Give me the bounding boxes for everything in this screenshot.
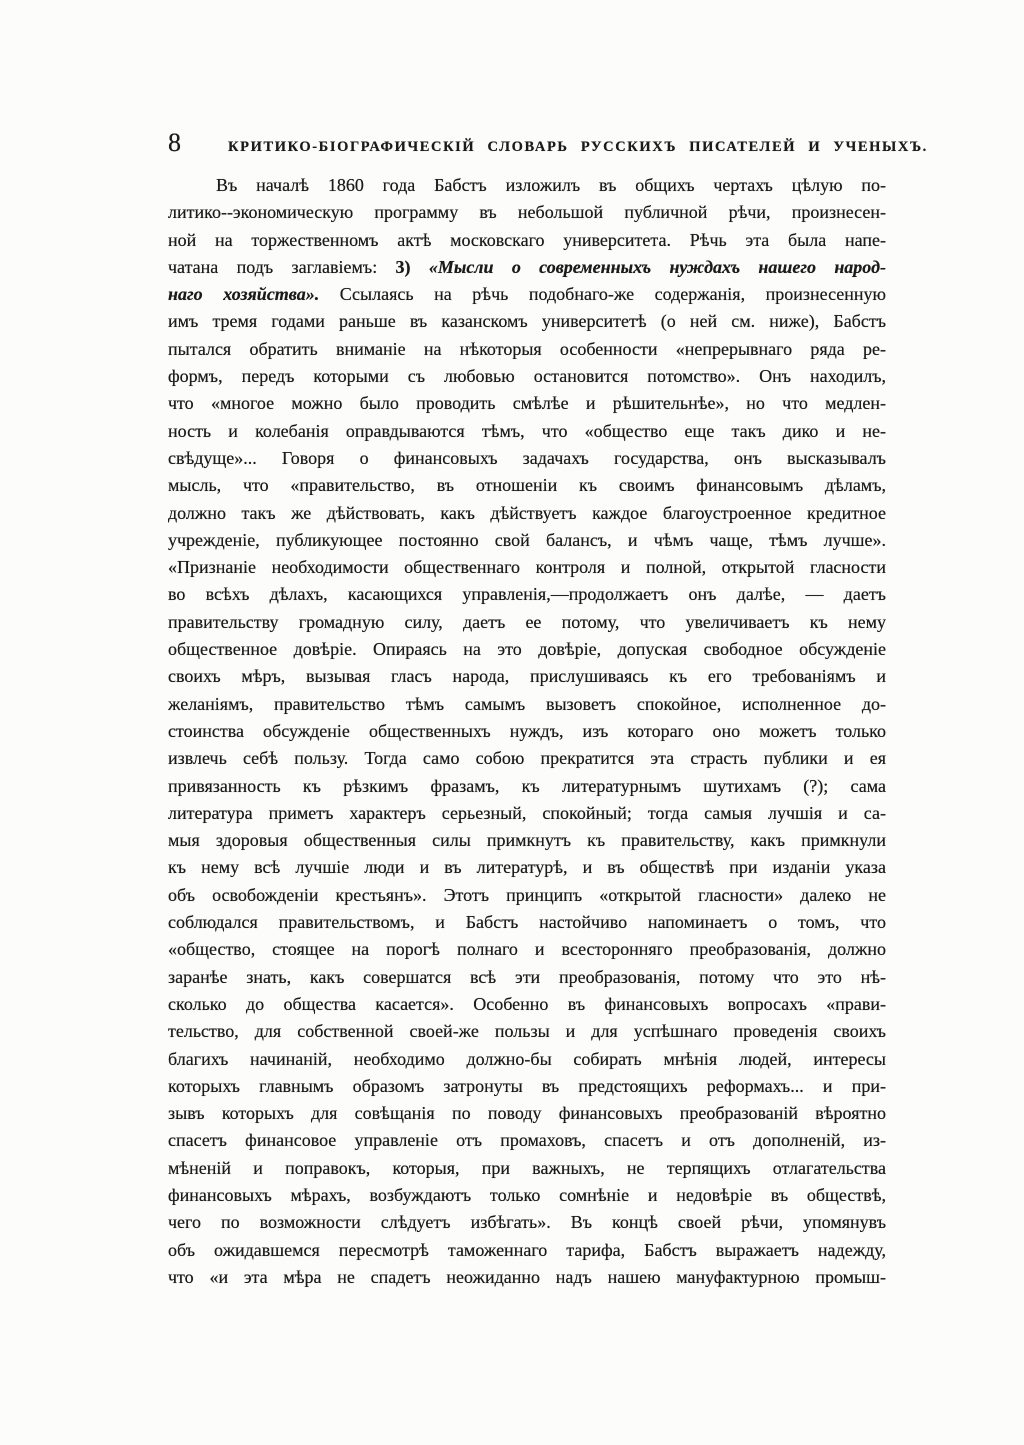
text-segment: общественное довѣріе. Опираясь на это довѣріе, допуская свободное обсужденіе <box>168 639 886 660</box>
text-line <box>168 1127 886 1154</box>
text-line <box>168 445 886 472</box>
text-line <box>168 800 886 827</box>
text-line <box>168 1100 886 1127</box>
text-segment: сколько до общества касается». Особенно въ финансовыхъ вопросахъ «прави- <box>168 993 886 1014</box>
page-number: 8 <box>168 128 181 157</box>
text-line <box>168 308 886 335</box>
text-segment: формъ, передъ которыми съ любовью остановится потомство». Онъ находилъ, <box>168 366 886 387</box>
text-segment: учрежденіе, публикующее постоянно свой балансъ, и чѣмъ чаще, тѣмъ лучше». <box>168 529 886 550</box>
text-segment: что «многое можно было проводить смѣлѣе и рѣшительнѣе», но что медлен- <box>168 393 886 414</box>
text-segment: тельство, для собственной своей-же пользы и для успѣшнаго проведенія своихъ <box>168 1021 886 1042</box>
text-segment: зывъ которыхъ для совѣщанія по поводу финансовыхъ преобразованій вѣроятно <box>168 1103 886 1124</box>
text-line <box>168 472 886 499</box>
text-line <box>168 663 886 690</box>
text-line <box>168 827 886 854</box>
emphasized-text-segment: наго хозяйства». <box>168 284 320 305</box>
text-segment: Въ началѣ 1860 года Бабстъ изложилъ въ общихъ чертахъ цѣлую по- <box>216 175 886 195</box>
text-segment: финансовыхъ мѣрахъ, возбуждаютъ только сомнѣніе и недовѣріе въ обществѣ, <box>168 1184 886 1205</box>
page-header <box>168 128 928 158</box>
text-line <box>168 1155 886 1182</box>
text-segment: во всѣхъ дѣлахъ, касающихся управленія,—продолжаетъ онъ далѣе, — даетъ <box>168 584 886 605</box>
text-line <box>168 1237 886 1264</box>
text-line <box>168 854 886 881</box>
text-line <box>168 773 886 800</box>
text-column <box>168 172 886 1291</box>
running-title: КРИТИКО-БІОГРАФИЧЕСКІЙ СЛОВАРЬ РУССКИХЪ ПИСАТЕЛЕЙ И УЧЕНЫХЪ. <box>228 139 928 155</box>
text-segment: должно такъ же дѣйствовать, какъ дѣйствуетъ каждое благоустроенное кредитное <box>168 502 886 523</box>
text-segment: мѣненій и поправокъ, которыя, при важныхъ, не терпящихъ отлагательства <box>168 1157 886 1178</box>
text-segment: къ нему всѣ лучшіе люди и въ литературѣ, и въ обществѣ при изданіи указа <box>168 857 886 878</box>
text-line <box>168 691 886 718</box>
text-line <box>168 554 886 581</box>
text-segment: пытался обратить вниманіе на нѣкоторыя особенности «непрерывнаго ряда ре- <box>168 338 886 359</box>
text-segment: ной на торжественномъ актѣ московскаго университета. Рѣчь эта была напе- <box>168 229 886 250</box>
text-segment: что «и эта мѣра не спадетъ неожиданно надъ нашею мануфактурною промыш- <box>168 1266 886 1287</box>
text-line <box>168 636 886 663</box>
text-segment: чего по возможности слѣдуетъ избѣгать». Въ концѣ своей рѣчи, упомянувъ <box>168 1212 886 1233</box>
text-segment: чатана подъ заглавіемъ: <box>168 256 396 277</box>
text-line <box>168 500 886 527</box>
text-line <box>168 964 886 991</box>
text-line <box>168 227 886 254</box>
emphasized-text-segment: «Мысли о современныхъ нуждахъ нашего народ- <box>428 256 886 277</box>
text-line <box>168 1182 886 1209</box>
text-line <box>168 1046 886 1073</box>
text-line <box>168 390 886 417</box>
text-line <box>168 718 886 745</box>
text-segment: свѣдуще»... Говоря о финансовыхъ задачахъ государства, онъ высказывалъ <box>168 447 886 468</box>
text-line <box>168 909 886 936</box>
text-segment: ность и колебанія оправдываются тѣмъ, что «общество еще такъ дико и не- <box>168 420 886 441</box>
text-line <box>168 1264 886 1291</box>
text-segment: «общество, стоящее на порогѣ полнаго и всесторонняго преобразованія, должно <box>168 939 886 960</box>
text-line <box>168 1073 886 1100</box>
text-segment: желаніямъ, правительство тѣмъ самымъ вызоветъ спокойное, исполненное до- <box>168 693 886 714</box>
text-segment: стоинства обсужденіе общественныхъ нуждъ, изъ котораго оно можетъ только <box>168 720 886 741</box>
text-line <box>168 418 886 445</box>
text-line <box>168 882 886 909</box>
text-line <box>168 991 886 1018</box>
text-line <box>168 581 886 608</box>
text-line <box>168 363 886 390</box>
text-segment: мысль, что «правительство, въ отношеніи къ своимъ финансовымъ дѣламъ, <box>168 475 886 496</box>
text-segment: Ссылаясь на рѣчь подобнаго-же содержанія, произнесенную <box>319 284 886 305</box>
text-segment: извлечь себѣ пользу. Тогда само собою прекратится эта страсть публики и ея <box>168 748 886 769</box>
text-segment: спасетъ финансовое управленіе отъ промаховъ, спасетъ и отъ дополненій, из- <box>168 1130 886 1151</box>
text-line <box>168 336 886 363</box>
text-line <box>168 254 886 281</box>
text-segment: привязанность къ рѣзкимъ фразамъ, къ литературнымъ шутихамъ (?); сама <box>168 775 886 796</box>
text-segment: благихъ начинаній, необходимо должно-бы собирать мнѣнія людей, интересы <box>168 1048 886 1069</box>
text-line <box>168 609 886 636</box>
text-line <box>168 281 886 308</box>
text-segment: «Признаніе необходимости общественнаго контроля и полной, открытой гласности <box>168 557 886 578</box>
text-line <box>168 199 886 226</box>
text-line <box>168 1018 886 1045</box>
text-segment: своихъ мѣръ, вызывая гласъ народа, прислушиваясь къ его требованіямъ и <box>168 666 886 687</box>
text-segment: литико--экономическую программу въ небольшой публичной рѣчи, произнесен- <box>168 202 886 223</box>
text-segment: соблюдался правительствомъ, и Бабстъ настойчиво напоминаетъ о томъ, что <box>168 912 886 933</box>
text-segment: объ ожидавшемся пересмотрѣ таможеннаго тарифа, Бабстъ выражаетъ надежду, <box>168 1239 886 1260</box>
text-line <box>168 936 886 963</box>
text-segment: литература приметъ характеръ серьезный, спокойный; тогда самыя лучшія и са- <box>168 802 886 823</box>
text-segment: правительству громадную силу, даетъ ее потому, что увеличиваетъ къ нему <box>168 611 886 632</box>
emphasized-text-segment: 3) <box>395 256 429 277</box>
text-line <box>168 172 886 199</box>
text-segment: которыхъ главнымъ образомъ затронуты въ предстоящихъ реформахъ... и при- <box>168 1075 886 1096</box>
text-segment: заранѣе знать, какъ совершатся всѣ эти преобразованія, потому что это нѣ- <box>168 966 886 987</box>
text-segment: мыя здоровыя общественныя силы примкнутъ къ правительству, какъ примкнули <box>168 830 886 851</box>
text-segment: объ освобожденіи крестьянъ». Этотъ принципъ «открытой гласности» далеко не <box>168 884 886 905</box>
text-line <box>168 527 886 554</box>
text-segment: имъ тремя годами раньше въ казанскомъ университетѣ (о ней см. ниже), Бабстъ <box>168 311 886 332</box>
text-line <box>168 745 886 772</box>
text-line <box>168 1209 886 1236</box>
